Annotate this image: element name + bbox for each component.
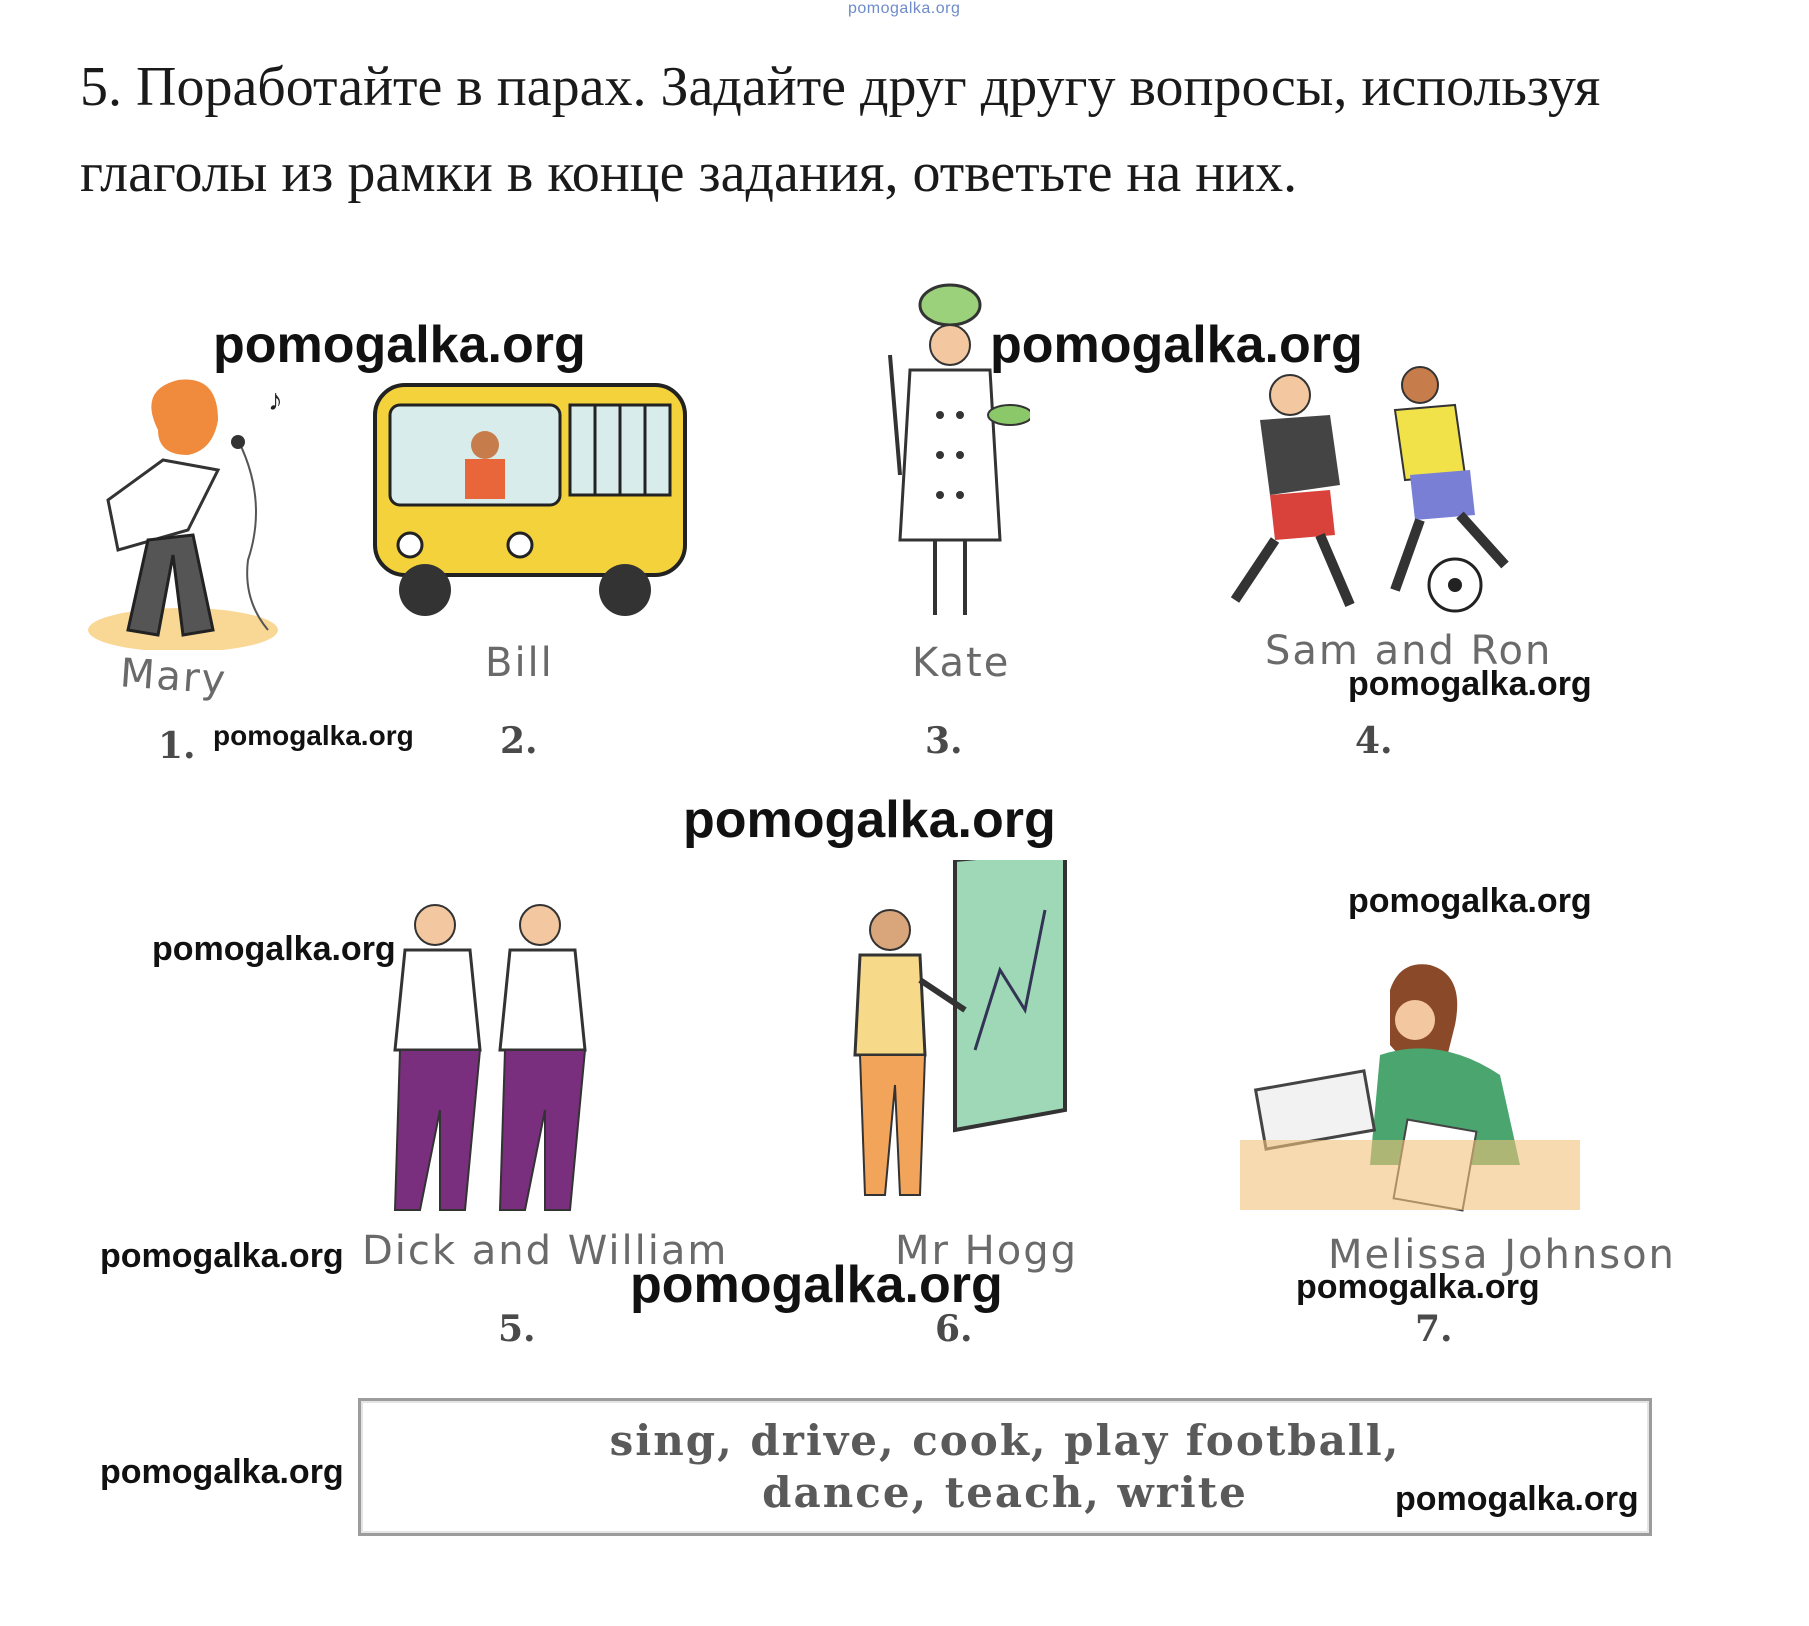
person-name: Mary	[118, 650, 229, 704]
watermark: pomogalka.org	[1348, 882, 1592, 920]
person-name: Dick and William	[362, 1228, 729, 1274]
verb-line-1: sing, drive, cook, play football,	[609, 1416, 1401, 1465]
picture-number: 3.	[925, 720, 963, 762]
person-name: Bill	[485, 640, 554, 686]
person-name: Sam and Ron	[1265, 628, 1553, 674]
watermark: pomogalka.org	[990, 316, 1363, 374]
mary-singing-illustration	[88, 370, 328, 650]
task-line-1: 5. Поработайте в парах. Задайте друг другу вопросы, используя	[80, 56, 1601, 118]
watermark: pomogalka.org	[213, 316, 586, 374]
site-mark: pomogalka.org	[848, 0, 961, 17]
watermark: pomogalka.org	[100, 1237, 344, 1275]
person-name: Mr Hogg	[895, 1228, 1079, 1274]
football-players-illustration	[1205, 355, 1565, 635]
watermark: pomogalka.org	[152, 930, 396, 968]
person-name: Melissa Johnson	[1328, 1232, 1676, 1278]
verb-line-2: dance, teach, write	[762, 1468, 1248, 1517]
teacher-illustration	[830, 860, 1070, 1220]
watermark: pomogalka.org	[1395, 1480, 1639, 1518]
writer-illustration	[1240, 960, 1580, 1220]
task-line-2: глаголы из рамки в конце задания, ответьте на них.	[80, 142, 1298, 204]
watermark: pomogalka.org	[100, 1453, 344, 1491]
picture-number: 2.	[500, 720, 538, 762]
picture-number: 6.	[935, 1308, 973, 1350]
watermark: pomogalka.org	[630, 1256, 1003, 1314]
verb-list	[361, 1415, 1649, 1519]
picture-number: 7.	[1415, 1308, 1453, 1350]
bus-illustration	[365, 375, 695, 625]
picture-number: 4.	[1355, 720, 1393, 762]
watermark: pomogalka.org	[683, 791, 1056, 849]
picture-number: 5.	[498, 1308, 536, 1350]
watermark: pomogalka.org	[1296, 1268, 1540, 1306]
picture-number: 1.	[158, 725, 196, 767]
person-name: Kate	[912, 640, 1011, 686]
dancers-illustration	[365, 895, 625, 1235]
watermark: pomogalka.org	[1348, 665, 1592, 703]
watermark: pomogalka.org	[213, 720, 414, 751]
verb-box	[358, 1398, 1652, 1536]
task-instruction	[80, 44, 1730, 216]
svg-text:♪: ♪	[268, 384, 283, 417]
